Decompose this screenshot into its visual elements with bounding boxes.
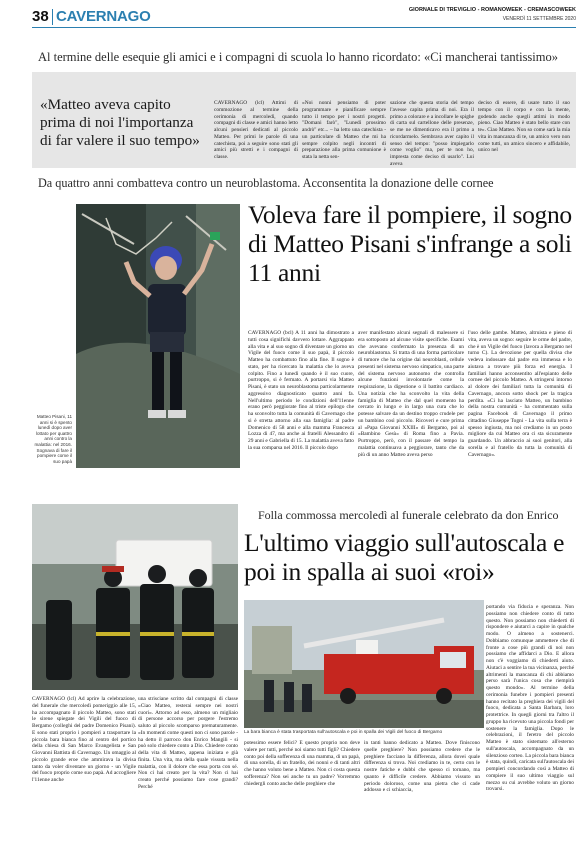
publication-name: GIORNALE DI TREVIGLIO - ROMANOWEEK - CREMASCOWEEK [408, 7, 576, 13]
story3-headline: L'ultimo viaggio sull'autoscala e poi in spalla ai suoi «roi» [244, 528, 565, 587]
truck-photo-illustration [244, 600, 484, 728]
header-divider [52, 9, 53, 25]
story1-pull-quote: «Matteo aveva capito prima di noi l'importanza di far valere il suo tempo» [40, 96, 200, 149]
story3-col1: CAVERNAGO (lcl) Ad aprire la celebrazione, del funerale che mercoledì pomeriggio alle 15, ha accompagnato il piccolo Matteo, sono stati le sirene spiegate dei Vigili del fuoco di Bergamo (colleghi del padre Domenico Pisani). E sono stati proprio i pompieri a trasportare la piccola bara bianca fino al centro del portico della chiesa di San Marco Evangelista e San Giovanni Battista di Cavernago. Un omaggio al piccolo grande eroe che ammirava la divisa tanto da voler diventare un giorno - un Vigile del fuoco proprio come suo papà. Ad accogliere l'11enne anche [32, 696, 136, 783]
story2-col2: aver manifestato alcuni segnali di malessere si era sottoposto ad alcune visite specifiche. Esami che avevano confermato la presenza di un neuroblastoma. Si tratta di una forma particolare di tumore che ha origine dai neuroblasti, cellule presenti nel sistema nervoso simpatico, una parte del sistema nervoso autonomo che controlla alcune funzioni involontarie come la respirazione, la digestione o il battito cardiaco. Una notizia che ha sconvolto la vita della famiglia di Matteo che dal quel momento ha cercato in lungo e in largo una cura che lo potesse salvare da un destino troppo crudele per un bambino così piccolo. Ricoveri e cure prima al «Papa Giovanni XXIII» di Bergamo, poi al «Bambino Gesù» di Roma fino a Pavia. Purtroppo, però, con il passare del tempo la malattia continuava a peggiorare, tanto che da più di un anno Matteo aveva perso [358, 330, 464, 458]
story2-col1: CAVERNAGO (bcl) A 11 anni ha dimostrato a tutti cosa significhi davvero lottare. Aggrappato alla vita e al suo sogno di diventare un giorno un Vigile del fuoco come il suo papà, il piccolo Matteo ha combattuto fino alla fine. Il sogno è stato, per ha ricercato la malattia che lo aveva colpito. Fino a lunedì quando è il suo cuore, purtroppo, si è fermato. A portarsi via Matteo Pisani, è stato un neuroblastoma particolarmente aggressivo diagnosticato quattro anni fa. Nell'ultimo periodo le condizioni dell'11enne erano però peggiorate fino al triste epilogo che ha sconvolto tutta la comunità di Cavernago che si è stretta attorno alla sua famiglia: al padre Domenico di 58 anni e alla mamma Francesca Lozza di 47, ma anche ai fratelli Alessandro di 29 anni e Gabriella di 15. La malattia aveva fatto la sua comparsa nel 2016. Il piccolo dopo [248, 330, 354, 451]
photo-illustration [76, 204, 240, 468]
page-header [32, 6, 576, 28]
story1-col3: sazione che questa storia del tempo l'avesse capita prima di noi. Era il primo a colorare e a incollare le spighe di carta sul cartellone delle presenze, se me ne dimenticavo era il primo a ricordarmelo. Sembrava aver capito il senso del tempo: "posso impiegarlo come voglio" ma, per te non ho, impresta come deciso di usarlo". Lui aveva [390, 100, 474, 166]
story2-photo-caption: Matteo Pisani, 11 anni si è spento lunedì dopo aver lottato per quattro anni contro la malattia: nel 2016. Sognava di fare il pompiere come il suo papà [34, 414, 72, 464]
matteo-climbing-photo [76, 204, 240, 468]
story3-col4: in tanti hanno dedicato a Matteo. Dove finiscono quelle preghiere? Non possiamo credere che le preghiere facciano la differenza, allora dovei quale differenza si trova. Noi crediamo in te, certo con le nostre fatiche e dubbi che spesso ci tornano, ma quanto è difficile credere. Abbiamo vissuto un periodo doloroso, come una pietra che ci cade addosso e ci schiaccia, [364, 740, 480, 794]
story1-col2: «Noi nonni pensiamo di poter programmare e pianificare sempre tutto il tempo per i nostri progetti. "Domani farò", "Lunedì prossimo andrò" etc... – ha letto una catechista - un particolare di Matteo che mi ha sempre colpito negli incontri di preparazione alla prima comunione è stata la netta sen- [302, 100, 386, 160]
section-name: CAVERNAGO [56, 8, 151, 25]
story3-col2: una strisciane scritto dal compagni di classe «Ciao Matteo, resterai sempre nei nostri cuori». Attorno ad esso, almeno un migliaio di persone accorso per porgere l'estremo saluto al piccolo scomparso prematuramente. «In momenti come questi non ci sono parole - ha detto il parroco don Enrico Mangili - si può solo chiedere conto a Dio. Chiedere conto della vita di Matteo, appena iniziata e già finita. Una vita, ma della quale vissuta nella malattia, con il dolore che essa porta con sé. Non ci hai creato per la vita? Non ci hai creato perché possiamo fare cose grandi? Perché [138, 696, 238, 790]
story1-kicker: Al termine delle esequie gli amici e i compagni di scuola lo hanno ricordato: «Ci mancherai tantissimo» [38, 50, 558, 64]
story2-kicker: Da quattro anni combatteva contro un neuroblastoma. Acconsentita la donazione delle cornee [38, 176, 494, 190]
story1-col4: deciso di essere, di usare tutto il suo tempo con il corpo e con la mente, godendo anche quegli attimi in modo pieno. Ciao Matteo è stato bello stare con te». Ciao Matteo. Non so come sarà la mia vita in mancanza di te, un amico vero non come tutti, un amico sincero e affidabile, unico nel [478, 100, 570, 154]
story3-photo-caption: La bara bianca è stata trasportata sull'autoscala e poi in spalla dei Vigili del fuoco di Bergamo [244, 730, 443, 735]
story3-kicker: Folla commossa mercoledì al funerale celebrato da don Enrico [258, 508, 559, 522]
publication-date: VENERDÌ 11 SETTEMBRE 2020 [502, 16, 576, 22]
story2-col3: l'uso delle gambe. Matteo, altruista e pieno di vita, aveva un sogno: seguire le orme del padre, che è un Vigile del fuoco (lavora a Bergamo nel turno C). La devozione per quella divisa che vedeva indossare dal padre era immensa e lo aiutava a trovare più forza ed energia. I familiari hanno acconsentito all'espianto delle cornee del piccolo Matteo. A stringersi intorno al dolore dei familiari tutta la comunità di Cavernago, ancora sotto shock per la tragica perdita. «Ci ha lasciato Matteo, un bambino della nostra comunità - ha commentato sulla pagina Facebook di Cavernago il primo cittadino Giuseppe Togni - La vita sulla terra è spesso ingiusta, ma noi crediamo in un posto migliore da cui Matteo ora ci sta sicuramente guardando. Un abbraccio ai suoi genitori, alla sorella e al fratello da tutta la comunità di Cavernago». [468, 330, 572, 458]
story1-col1: CAVERNAGO (lcl) Attimi di commozione al termine della cerimonia di mercoledì, quando compagni di classe e amici hanno letto alcuni pensieri dedicati al piccolo Matteo. Per primi le parole di una catechista, poi a seguire sono stati gli amici più stretti e i compagni di classe. [214, 100, 298, 160]
page-number: 38 [32, 8, 49, 25]
coffin-photo-illustration [32, 504, 238, 690]
story3-col3: potessimo essere felici? E questo proprio non deve valere per tutti, perché noi siamo tutti figli? Chiedere conto poi della sofferenza di una mamma, di un papà, di una sorella, di un fratello, dei nonni e di tanti altri che hanno voluto bene a Matteo. Non ci costa questa sofferenza? Non sei anche tu un padre? Vorremmo chiedergli conto anche delle preghiere che [244, 740, 360, 787]
firefighters-carrying-coffin-photo [32, 504, 238, 690]
story2-headline: Voleva fare il pompiere, il sogno di Matteo Pisani s'infrange a soli 11 anni [248, 200, 572, 288]
story3-col5: portando via fiducia e speranza. Non possiamo non chiedere conto di tutto questo. Non possiamo non chiederti di rispondere e aiutarci a capire in qualche modo. O almeno a sostenerci. Dobbiamo comunque ammettere che di fronte a cose più grandi di noi non possiamo che affidarci a Dio. E allora non c'è voggiamo di chiederti aiuto. Aiutaci a sentire la tua vicinanza, perché altrimenti la mancanza di chi abbiamo perso sarà l'unica cosa che riempirà questo mondo». Al termine della cerimonia funebre i pompieri presenti hanno recitato la preghiera dei vigili del fuoco, dedicata a Santa Barbara, loro protettrice. In quegli giorni tra l'altro il gruppo ha ricevuto una piccola fondi per sostenere la famiglia. Dopo le celebrazioni, il feretro del piccolo Matteo è stato sistemato all'esterno sull'autoscala, accompagnato da un silenzioso corteo. La piccola bara bianca è stata, quindi, caricata sull'autoscala dei pompieri concordando così a Matteo di compiere il suo ultimo viaggio sul mezzo su cui avrebbe voluto un giorno trovarsi. [486, 604, 574, 793]
fire-truck-ladder-photo [244, 600, 484, 728]
